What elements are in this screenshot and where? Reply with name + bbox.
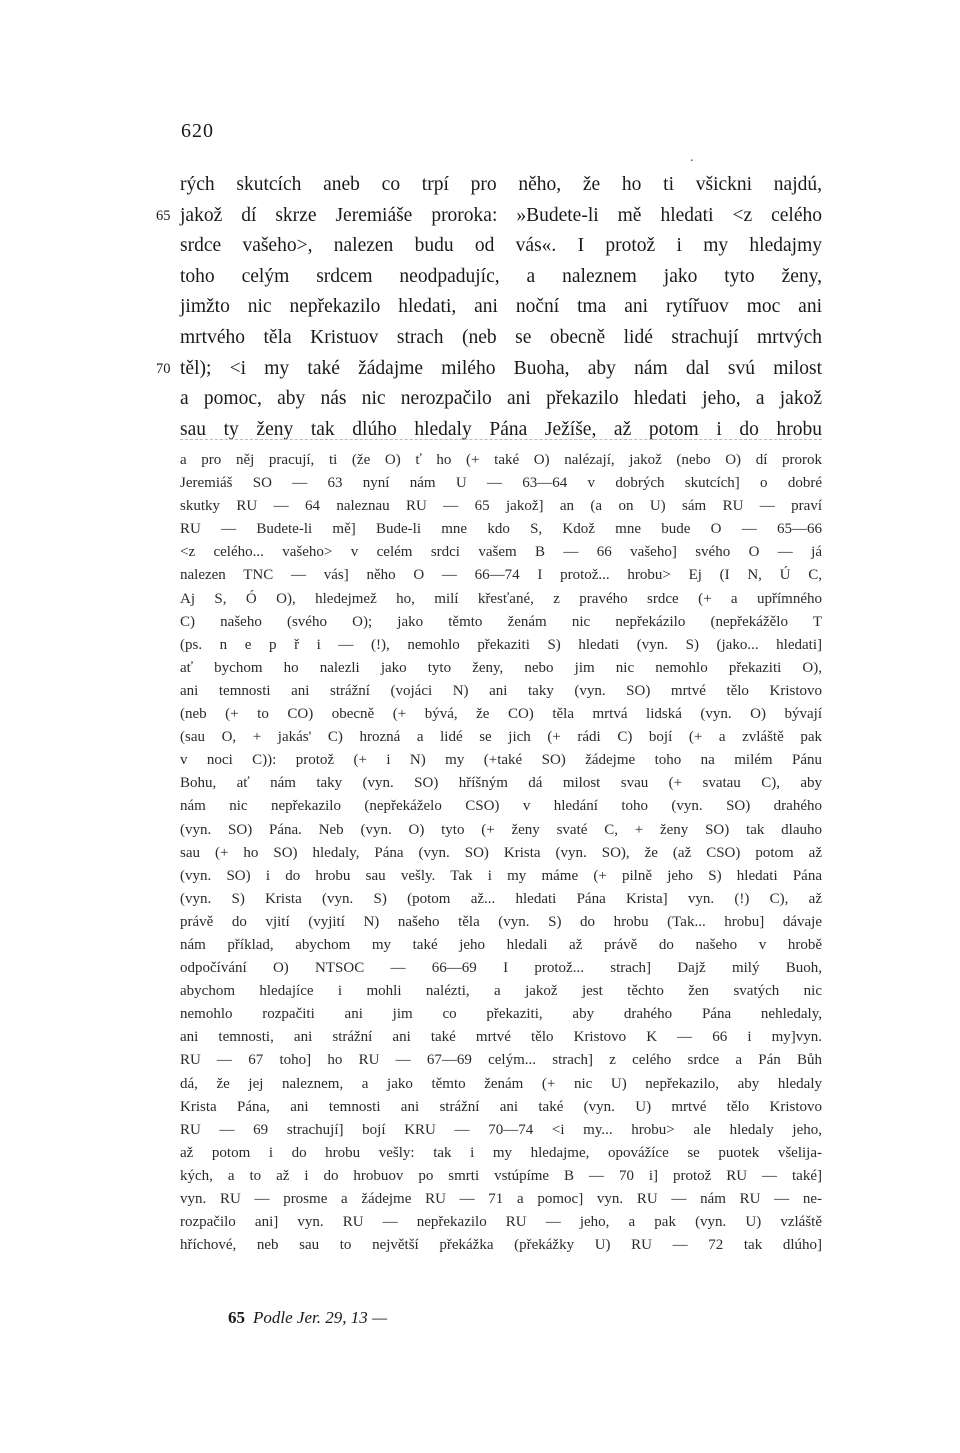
line-text: těl); <i my také žádajme milého Buoha, aby nám dal svú milost <box>180 357 822 379</box>
apparatus-line: Aj S, Ó O), hledejmež ho, milí křesťané, z pravého srdce (+ a upřímného <box>180 590 822 607</box>
apparatus-line: abychom hledajíce i mohli nalézti, a jakož jest těchto žen svatých nic <box>180 983 822 1000</box>
apparatus-line: v noci C)): protož (+ i N) my (+také SO) žádejme toho na milém Pánu <box>180 752 822 769</box>
text-line <box>180 323 822 354</box>
text-line <box>156 201 822 232</box>
apparatus-line: nám nic nepřekazilo (nepřekáželo CSO) v hledání toho (vyn. SO) drahého <box>180 798 822 815</box>
apparatus-line: RU — 69 strachují] bojí KRU — 70—74 <i my... hrobu> ale hledaly jeho, <box>180 1121 822 1138</box>
apparatus-line: kých, a to až i do hrobuov po smrti vstúpíme B — 70 i] protož RU — také] <box>180 1167 822 1184</box>
apparatus-line: (neb (+ to CO) obecně (+ bývá, že CO) těla mrtvá lidská (vyn. O) bývají <box>180 706 822 723</box>
line-text: jakož dí skrze Jeremiáše proroka: »Budete-li mě hledati <z celého <box>180 204 822 226</box>
apparatus-line: (sau O, + jakás' C) hrozná a lidé se jich (+ rádi C) bojí (+ a zvláště pak <box>180 729 822 746</box>
apparatus-line: nám příklad, abychom my také jeho hledali až právě do našeho v hrobě <box>180 936 822 953</box>
apparatus-line: (vyn. SO) Pána. Neb (vyn. O) tyto (+ ženy svaté C, + ženy SO) tak dlauho <box>180 821 822 838</box>
apparatus-line: právě do vjití (vyjití N) našeho těla (vyn. S) do hrobu (Tak... hrobu] dávaje <box>180 913 822 930</box>
main-text-block <box>156 170 822 445</box>
footnote-text: Podle Jer. 29, 13 — <box>253 1308 388 1327</box>
apparatus-line: <z celého... vašeho> v celém srdci vašem B — 66 vašeho] svého O — já <box>180 544 822 561</box>
apparatus-line: Jeremiáš SO — 63 nyní nám U — 63—64 v dobrých skutcích] o dobré <box>180 475 822 492</box>
apparatus-line: ani temnosti ani strážní (vojáci N) ani taky (vyn. SO) mrtvé tělo Kristovo <box>180 682 822 699</box>
apparatus-line: a pro něj pracují, ti (že O) ť ho (+ také O) nalézají, jakož (nebo O) dí prorok <box>180 452 822 468</box>
line-text: rých skutcích aneb co trpí pro něho, že ho ti všickni najdú, <box>180 174 822 195</box>
apparatus-line: C) našeho (svého O); jako těmto ženám nic nepřekázilo (nepřekážělo T <box>180 613 822 630</box>
apparatus-line: ani temnosti, ani strážní ani také mrtvé tělo Kristovo K — 66 i my]vyn. <box>180 1029 822 1046</box>
apparatus-line: RU — 67 toho] ho RU — 67—69 celým... strach] z celého srdce a Pán Bůh <box>180 1052 822 1069</box>
apparatus-line: (vyn. SO) i do hrobu sau vešly. Tak i my máme (+ pilně jeho S) hledati Pána <box>180 867 822 884</box>
footnote-number: 65 <box>228 1308 245 1327</box>
line-text: toho celým srdcem neodpadujíc, a naleznem jako tyto ženy, <box>180 265 822 287</box>
text-line <box>156 354 822 385</box>
text-line <box>180 384 822 415</box>
text-line <box>180 170 822 201</box>
apparatus-line: rozpačilo ani] vyn. RU — nepřekazilo RU — jeho, a pak (vyn. U) vzláště <box>180 1214 822 1231</box>
apparatus-line: skutky RU — 64 naleznau RU — 65 jakož] an (a on U) sám RU — praví <box>180 498 822 515</box>
apparatus-line: hříchové, neb sau to největší překážka (překážky U) RU — 72 tak dlúho] <box>180 1237 822 1254</box>
apparatus-line: vyn. RU — prosme a žádejme RU — 71 a pomoc] vyn. RU — nám RU — ne- <box>180 1191 822 1207</box>
text-line <box>180 415 822 446</box>
apparatus-line: ať bychom ho nalezli jako tyto ženy, nebo jim nic nemohlo překaziti O), <box>180 659 822 676</box>
stray-dot-mark: . <box>690 150 694 165</box>
apparatus-line: Bohu, ať nám taky (vyn. SO) hříšným dá milost svau (+ svatau C), aby <box>180 775 822 792</box>
critical-apparatus <box>180 449 822 1257</box>
line-text: srdce vašeho>, nalezen budu od vás«. I protož i my hledajmy <box>180 235 822 257</box>
apparatus-line: nalezen TNC — vás] něho O — 66—74 I protož... hrobu> Ej (I N, Ú C, <box>180 567 822 584</box>
apparatus-line: (ps. n e p ř i — (!), nemohlo překaziti S) hledati (vyn. S) (jako... hledati] <box>180 636 822 653</box>
line-number: 65 <box>156 207 171 224</box>
apparatus-line: sau (+ ho SO) hledaly, Pána (vyn. SO) Krista (vyn. SO), že (až CSO) potom až <box>180 844 822 861</box>
apparatus-line: odpočívání O) NTSOC — 66—69 I protož... strach] Dajž milý Buoh, <box>180 960 822 977</box>
apparatus-line: (vyn. S) Krista (vyn. S) (potom až... hledati Pána Krista] vyn. (!) C), až <box>180 890 822 907</box>
apparatus-line: dá, že jej naleznem, a jako těmto ženám (+ nic U) nepřekazilo, aby hledaly <box>180 1075 822 1092</box>
apparatus-line: nemohlo rozpačiti ani jim co překaziti, aby drahého Pána nehledaly, <box>180 1006 822 1023</box>
text-line <box>180 262 822 293</box>
line-text: jimžto nic nepřekazilo hledati, ani noční tma ani rytířuov moc ani <box>180 296 822 318</box>
footnote <box>228 1308 387 1328</box>
line-text: mrtvého těla Kristuov strach (neb se obecně lidé strachují mrtvých <box>180 326 822 348</box>
line-text: sau ty ženy tak dlúho hledaly Pána Ježíše, až potom i do hrobu <box>180 418 822 440</box>
apparatus-line: RU — Budete-li mě] Bude-li mne kdo S, Kdož mne bude O — 65—66 <box>180 521 822 538</box>
text-line <box>180 231 822 262</box>
line-number: 70 <box>156 360 171 377</box>
text-line <box>180 292 822 323</box>
line-text: a pomoc, aby nás nic nerozpačilo ani překazilo hledati jeho, a jakož <box>180 388 822 410</box>
apparatus-separator <box>180 439 822 440</box>
apparatus-line: až potom i do hrobu vešly: tak i my hledajme, opovážíce se puotek všelija- <box>180 1144 822 1161</box>
apparatus-line: Krista Pána, ani temnosti ani strážní ani také (vyn. U) mrtvé tělo Kristovo <box>180 1098 822 1115</box>
page-number: 620 <box>181 120 214 142</box>
